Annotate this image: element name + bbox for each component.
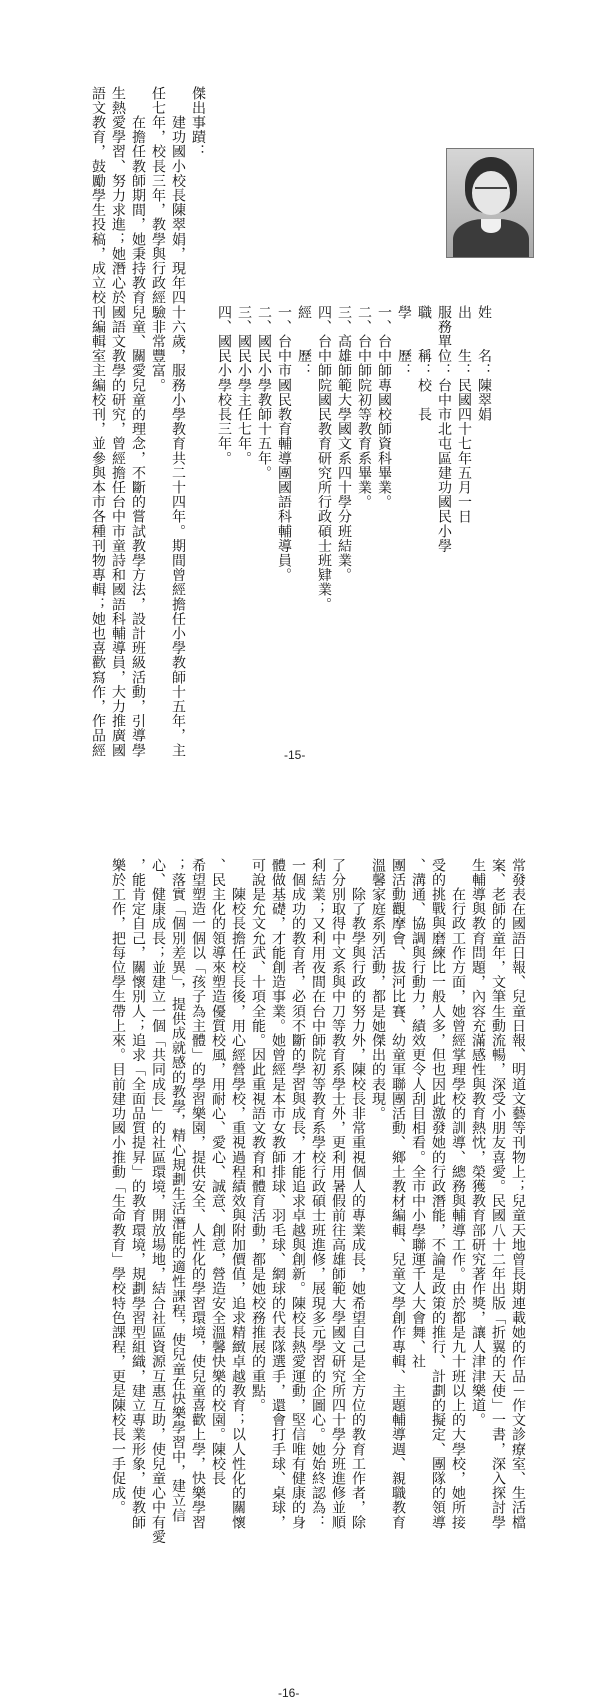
page-number: -16- <box>278 1686 300 1700</box>
text-line: 在擔任教師期間，她秉持教育兒童、關愛兒童的理念，不斷的嘗試教學方法，設計班級活動，引導學 <box>130 86 146 758</box>
page-number: -15- <box>284 748 306 762</box>
text-line: 、民主化的領導來塑造優質校風，用耐心、愛心、誠意、創意，營造安全溫馨快樂的校園。陳校長 <box>210 858 226 1486</box>
text-line: 案、老師的童年，文筆生動流暢，深受小朋友喜愛。民國八十二年出版「折翼的天使」一書，深入探討學 <box>490 858 506 1530</box>
text-line: 可說是允文允武、十項全能。因此重視語文教育和體育活動，都是她校務推展的重點。 <box>250 858 266 1413</box>
profile-line: 二、國民小學教師十五年。 <box>256 305 272 481</box>
text-line: 團活動觀摩會、拔河比賽、幼童軍聯團活動、鄉土教材編輯、兒童文學創作專輯、主題輔導週、親職教育 <box>390 858 406 1530</box>
portrait-photo <box>446 148 534 258</box>
text-line: 除了教學與行政的努力外，陳校長非常重視個人的專業成長，她希望自己是全方位的教育工作者，除 <box>350 858 366 1530</box>
text-line: 生熱愛學習、努力求進；她潛心於國語文教學的研究，曾經擔任台中市童詩和國語科輔導員，大力推廣國 <box>110 86 126 758</box>
text-line: 溫馨家庭系列活動，都是她傑出的表現。 <box>370 858 386 1121</box>
profile-line: 三、高雄師範大學國文系四十學分班結業。 <box>336 305 352 583</box>
profile-line: 一、台中市國民教育輔導團國語科輔導員。 <box>276 305 292 583</box>
profile-line: 服務單位：台中市北屯區建功國民小學 <box>436 305 452 554</box>
profile-line: 四、國民小學校長三年。 <box>216 305 232 466</box>
page-16 <box>0 850 599 1700</box>
text-line: 陳校長擔任校長後，用心經營學校，重視過程績效與附加價值，追求精緻卓越教育；以人性化的關懷 <box>230 858 246 1530</box>
text-line: 希望塑造一個以「孩子為主體」的學習樂園，提供安全、人性化的學習環境，使兒童喜歡上學，快樂學習 <box>190 858 206 1530</box>
text-line: 心、健康成長；並建立一個「共同成長」的社區環境，開放場地，結合社區資源互惠互助，使兒童心中有愛 <box>150 858 166 1545</box>
text-line: 了分別取得中文系與中刀等教育系學士外，更利用暑假前往高雄師範大學國文研究所四十學分班進修並順 <box>330 858 346 1530</box>
text-line: 體做基礎，才能創造事業。她曾經是本市女教師排球、羽毛球、網球的代表隊選手，還會打手球、桌球， <box>270 858 286 1530</box>
text-line: 在行政工作方面，她曾經掌理學校的訓導、總務與輔導工作。由於都是九十班以上的大學校，她所接 <box>450 858 466 1530</box>
text-line: 一個成功的教育者，必須不斷的學習與成長，才能追求卓越與創新。陳校長熱愛運動，堅信唯有健康的身 <box>290 858 306 1530</box>
profile-line: 姓 名：陳翠娟 <box>476 305 492 422</box>
text-line: 生輔導與教育問題，內容充滿感性與教育熱忱，榮獲教育部研究著作獎，讓人津津樂道。 <box>470 858 486 1428</box>
profile-line: 二、台中師院初等教育系畢業。 <box>356 305 372 510</box>
text-line: 常發表在國語日報、兒童日報、明道文藝等刊物上；兒童天地曾長期連載她的作品－作文診療室、生活檔 <box>510 858 526 1530</box>
profile-line: 學 歷： <box>396 305 412 378</box>
text-line: 傑出事蹟： <box>190 86 206 159</box>
profile-line: 四、台中師院國民教育研究所行政碩士班肄業。 <box>316 305 332 612</box>
text-line: 利結業；又利用夜間在台中師院初等教育系學校行政碩士班進修，展現多元學習的企圖心。她始終認為： <box>310 858 326 1530</box>
text-line: 樂於工作，把每位學生帶上來。目前建功國小推動「生命教育」學校特色課程，更是陳校長一手促成。 <box>110 858 126 1515</box>
text-line: ，能肯定自己，關懷別人；追求「全面品質提昇」的教育環境，規劃學習型組織，建立專業形象，使教師 <box>130 858 146 1530</box>
profile-line: 職 稱：校 長 <box>416 305 432 422</box>
text-line: 任七年，校長三年，教學與行政經驗非常豐富。 <box>150 86 166 393</box>
page-15 <box>0 0 599 850</box>
profile-line: 經 歷： <box>296 305 312 378</box>
biography-block <box>88 86 208 758</box>
biography-continued-block <box>108 858 528 1545</box>
text-line: 受的挑戰與磨練比一般人多，但也因此激發她的行政潛能，不論是政策的推行、計劃的擬定、團隊的領導 <box>430 858 446 1530</box>
profile-line: 出 生：民國四十七年五月一日 <box>456 305 472 524</box>
profile-line: 一、台中師專國校師資科畢業。 <box>376 305 392 510</box>
text-line: 建功國小校長陳翠娟，現年四十六歲，服務小學教育共二十四年。期間曾經擔任小學教師十五年，主 <box>170 86 186 758</box>
profile-block <box>214 305 494 645</box>
text-line: 語文教育，鼓勵學生投稿，成立校刊編輯室主編校刊，並參與本市各種刊物專輯；她也喜歡寫作，作品經 <box>90 86 106 758</box>
text-line: ；落實「個別差異」，提供成就感的教學，精心規劃生活潛能的適性課程，使兒童在快樂學習中，建立信 <box>170 858 186 1523</box>
profile-line: 三、國民小學主任七年。 <box>236 305 252 466</box>
text-line: 、溝通、協調與行動力，績效更令人刮目相看。全市中小學聯運千人大會舞、社 <box>410 858 426 1369</box>
